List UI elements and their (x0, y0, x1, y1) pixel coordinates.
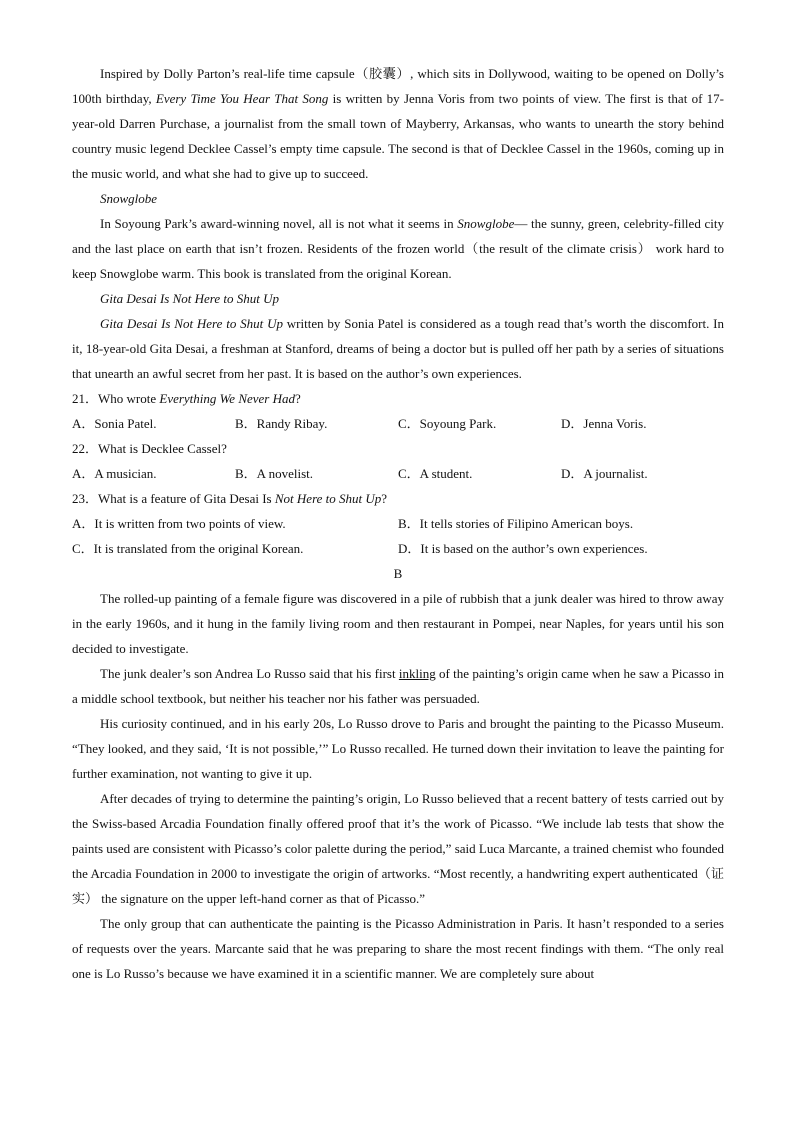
book-title-every-time: Every Time You Hear That Song (155, 91, 329, 106)
question-22 (72, 436, 724, 486)
question-23 (72, 486, 724, 561)
snowglobe-heading: Snowglobe (100, 191, 158, 206)
section-b-heading: B (393, 566, 403, 581)
option-b[interactable]: B．It tells stories of Filipino American boys. (398, 516, 634, 531)
section-b-paragraph-5: The only group that can authenticate the painting is the Picasso Administration in Paris. It hasn’t responded to a series of requests over the years. Marcante said that he was preparing to share the most recent findings with them. “The only real one is Lo Russo’s because we have examined it in a scientific manner. We are completely sure about (72, 916, 724, 981)
option-c[interactable]: C．It is translated from the original Korean. (72, 541, 304, 556)
option-b[interactable]: B．A novelist. (235, 466, 314, 481)
gita-paragraph: Gita Desai Is Not Here to Shut Up written by Sonia Patel is considered as a tough read that’s worth the discomfort. In it, 18-year-old Gita Desai, a freshman at Stanford, dreams of being a doctor but is pulled off her path by a series of situations that unearth an awful secret from her past. It is based on the author’s own experiences. (72, 316, 724, 381)
snowglobe-paragraph: In Soyoung Park’s award-winning novel, all is not what it seems in Snowglobe— the sunny, green, celebrity-filled city and the last place on earth that isn’t frozen. Residents of the frozen world（the result of the climate crisis） work hard to keep Snowglobe warm. This book is translated from the original Korean. (72, 216, 724, 281)
underlined-word-inkling: inkling (398, 666, 436, 681)
option-d[interactable]: D．It is based on the author’s own experiences. (398, 541, 648, 556)
question-stem: 22．What is Decklee Cassel? (72, 441, 227, 456)
options-row (72, 536, 724, 561)
option-b[interactable]: B．Randy Ribay. (235, 416, 328, 431)
option-c[interactable]: C．Soyoung Park. (398, 416, 497, 431)
options-row (72, 511, 724, 536)
option-a[interactable]: A．A musician. (72, 466, 157, 481)
book-title-gita: Gita Desai Is Not Here to Shut Up (100, 316, 283, 331)
options-row (72, 411, 724, 436)
document-page (72, 61, 724, 986)
option-a[interactable]: A．Sonia Patel. (72, 416, 157, 431)
section-b-paragraph-1: The rolled-up painting of a female figure was discovered in a pile of rubbish that a junk dealer was hired to throw away in the early 1960s, and it hung in the family living room and then restaurant in Pompei, near Naples, for years until his son decided to investigate. (72, 591, 724, 656)
question-21 (72, 386, 724, 436)
intro-paragraph: Inspired by Dolly Parton’s real-life time capsule（胶囊）, which sits in Dollywood, waiting to be opened on Dolly’s 100th birthday, Every Time You Hear That Song is written by Jenna Voris from two points of view. The first is that of 17-year-old Darren Purchase, a journalist from the small town of Mayberry, Arkansas, who wants to unearth the story behind country music legend Decklee Cassel’s empty time capsule. The second is that of Decklee Cassel in the 1960s, coming up in the music world, and what she had to give up to succeed. (72, 66, 724, 181)
book-title-snowglobe: Snowglobe (457, 216, 515, 231)
question-stem: 21．Who wrote Everything We Never Had? (72, 391, 301, 406)
option-d[interactable]: D．A journalist. (561, 466, 648, 481)
option-a[interactable]: A．It is written from two points of view. (72, 516, 286, 531)
options-row (72, 461, 724, 486)
option-c[interactable]: C．A student. (398, 466, 473, 481)
section-b-paragraph-2: The junk dealer’s son Andrea Lo Russo said that his first inkling of the painting’s origin came when he saw a Picasso in a middle school textbook, but neither his teacher nor his father was persuaded. (72, 666, 724, 706)
gita-heading: Gita Desai Is Not Here to Shut Up (100, 291, 279, 306)
question-stem: 23．What is a feature of Gita Desai Is Not Here to Shut Up? (72, 491, 388, 506)
option-d[interactable]: D．Jenna Voris. (561, 416, 647, 431)
section-b-paragraph-4: After decades of trying to determine the painting’s origin, Lo Russo believed that a recent battery of tests carried out by the Swiss-based Arcadia Foundation finally offered proof that it’s the work of Picasso. “We include lab tests that show the paints used are consistent with Picasso’s color palette during the period,” said Luca Marcante, a trained chemist who founded the Arcadia Foundation in 2000 to investigate the origin of artworks. “Most recently, a handwriting expert authenticated（证实） the signature on the upper left-hand corner as that of Picasso.” (72, 791, 724, 906)
section-b-paragraph-3: His curiosity continued, and in his early 20s, Lo Russo drove to Paris and brought the painting to the Picasso Museum. “They looked, and they said, ‘It is not possible,’” Lo Russo recalled. He turned down their invitation to leave the painting for further examination, not wanting to give it up. (72, 716, 724, 781)
